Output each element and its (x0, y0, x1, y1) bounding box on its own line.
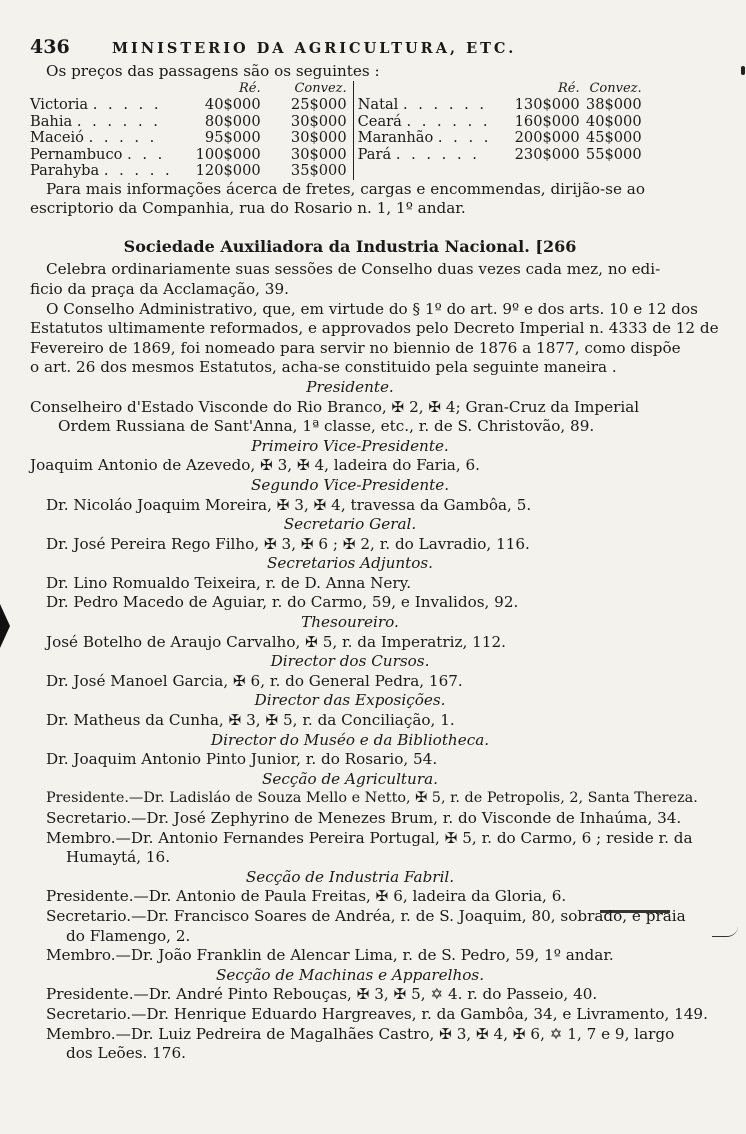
col-header-re: Ré. (239, 80, 261, 96)
machinas-heading: Secção de Machinas e Apparelhos. (215, 965, 485, 984)
fare-conves: 55$000 (585, 145, 642, 163)
page-header (30, 38, 670, 62)
col-header-conves-right: Convez. (589, 80, 642, 96)
fare-leader-dots: . . . . . . (402, 96, 488, 114)
machinas-line-3: Membro.—Dr. Luiz Pedreira de Magalhães Castro, ✠ 3, ✠ 4, ✠ 6, ✡ 1, 7 e 9, largo (46, 1024, 675, 1043)
fare-port (30, 97, 173, 114)
fare-leader-dots: . . . . . . (76, 112, 161, 130)
fare-row (30, 97, 642, 114)
fare-row (30, 114, 642, 131)
fare-conves: 38$000 (585, 96, 642, 114)
fare-port (30, 147, 173, 164)
fabril-line-3: do Flamengo, 2. (66, 926, 191, 945)
fares-intro: Os preços das passagens são os seguintes : (46, 62, 380, 80)
fare-port (30, 130, 173, 147)
para2-line-2: Estatutos ultimamente reformados, e approvados pelo Decreto Imperial n. 4333 de 12 de (30, 319, 719, 338)
fare-port-name: Parahyba (30, 162, 100, 180)
fare-port-name: Natal (357, 96, 399, 114)
agric-heading: Secção de Agricultura. (262, 769, 438, 788)
tesoureiro-name: José Botelho de Araujo Carvalho, ✠ 5, r. da Imperatriz, 112. (46, 632, 506, 651)
margin-dot-right (741, 66, 745, 75)
fare-leader-dots: . . . . . (103, 162, 173, 180)
fare-conves: 40$000 (585, 112, 642, 130)
fare-re: 95$000 (204, 129, 261, 147)
fare-port (353, 114, 508, 131)
machinas-line-1: Presidente.—Dr. André Pinto Rebouças, ✠ 3, ✠ 5, ✡ 4. r. do Passeio, 40. (46, 985, 598, 1004)
fabril-line-4: Membro.—Dr. João Franklin de Alencar Lima, r. de S. Pedro, 59, 1º andar. (46, 946, 614, 965)
fare-port (30, 163, 173, 180)
fare-conves: 30$000 (265, 147, 354, 164)
fares-note-1: Para mais informações ácerca de fretes, cargas e encommendas, dirijão-se ao (46, 179, 645, 198)
role-vp1: Primeiro Vice-Presidente. (251, 436, 449, 455)
machinas-line-4: dos Leões. 176. (66, 1044, 186, 1063)
running-title: MINISTERIO DA AGRICULTURA, ETC. (112, 40, 517, 57)
fare-re: 120$000 (195, 162, 261, 180)
fare-re: 40$000 (204, 96, 261, 114)
fare-port (353, 130, 508, 147)
fare-conves: 30$000 (265, 130, 354, 147)
fare-row (30, 147, 642, 164)
fare-leader-dots: . . . . (437, 129, 492, 147)
fare-re: 230$000 (514, 145, 580, 163)
role-sec-adj: Secretarios Adjuntos. (266, 554, 434, 573)
margin-mark-left (0, 604, 10, 648)
fare-leader-dots: . . . . . (88, 129, 158, 147)
agric-line-3: Membro.—Dr. Antonio Fernandes Pereira Portugal, ✠ 5, r. do Carmo, 6 ; reside r. da (46, 828, 693, 847)
fare-conves: 45$000 (585, 129, 642, 147)
para2-line-1: O Conselho Administrativo, que, em virtude do § 1º do art. 9º e dos arts. 10 e 12 dos (46, 299, 698, 318)
fare-re: 130$000 (514, 96, 580, 114)
fare-port-name: Maranhão (357, 129, 434, 147)
fares-note-2: escriptorio da Companhia, rua do Rosario n. 1, 1º andar. (30, 199, 466, 218)
role-dir-expo: Director das Exposições. (254, 691, 446, 710)
role-sec-geral: Secretario Geral. (283, 515, 417, 534)
fare-row (30, 163, 642, 180)
agric-line-2: Secretario.—Dr. José Zephyrino de Menezes Brum, r. do Visconde de Inhaúma, 34. (46, 809, 682, 827)
para1-line-1: Celebra ordinariamente suas sessões de Conselho duas vezes cada mez, no edi- (46, 260, 661, 279)
dir-expo-name: Dr. Matheus da Cunha, ✠ 3, ✠ 5, r. da Conciliação, 1. (46, 711, 455, 730)
agric-line-1: Presidente.—Dr. Ladisláo de Souza Mello e Netto, ✠ 5, r. de Petropolis, 2, Santa Thereza. (46, 790, 698, 807)
col-header-conves: Convez. (265, 81, 354, 98)
fare-re: 200$000 (514, 129, 580, 147)
fabril-heading: Secção de Industria Fabril. (245, 867, 455, 886)
role-vp2: Segundo Vice-Presidente. (250, 475, 450, 494)
role-dir-cursos: Director dos Cursos. (270, 652, 430, 671)
fare-leader-dots: . . . . . . (395, 145, 480, 163)
fare-port-name: Victoria (30, 96, 89, 114)
fabril-line-1: Presidente.—Dr. Antonio de Paula Freitas, ✠ 6, ladeira da Gloria, 6. (46, 887, 567, 906)
vp1-name: Joaquim Antonio de Azevedo, ✠ 3, ✠ 4, ladeira do Faria, 6. (30, 456, 481, 475)
fare-row (30, 130, 642, 147)
col-header-re-right: Ré. (558, 80, 580, 96)
vp2-name: Dr. Nicoláo Joaquim Moreira, ✠ 3, ✠ 4, travessa da Gambôa, 5. (46, 495, 532, 514)
fare-conves: 25$000 (265, 97, 354, 114)
dir-museu-name: Dr. Joaquim Antonio Pinto Junior, r. do Rosario, 54. (46, 750, 438, 769)
sec-adj-2: Dr. Pedro Macedo de Aguiar, r. do Carmo, 59, e Invalidos, 92. (46, 593, 519, 612)
fare-port-name: Maceió (30, 129, 84, 147)
para1-line-2: ficio da praça da Acclamação, 39. (30, 279, 289, 298)
role-dir-museu: Director do Muséo e da Bibliotheca. (210, 730, 490, 749)
presidente-line-2: Ordem Russiana de Sant'Anna, 1ª classe, etc., r. de S. Christovão, 89. (58, 417, 595, 436)
sec-adj-1: Dr. Lino Romualdo Teixeira, r. de D. Anna Nery. (46, 573, 412, 592)
fare-port-name: Pará (357, 145, 392, 163)
fare-re: 100$000 (195, 145, 261, 163)
presidente-line-1: Conselheiro d'Estado Visconde do Rio Branco, ✠ 2, ✠ 4; Gran-Cruz da Imperial (30, 397, 640, 416)
section-title: Sociedade Auxiliadora da Industria Nacional. [266 (123, 236, 577, 256)
fare-port-name: Pernambuco (30, 145, 123, 163)
fare-port-name: Ceará (357, 112, 402, 130)
fare-re: 80$000 (204, 112, 261, 130)
fare-leader-dots: . . . (127, 145, 166, 163)
sec-geral-name: Dr. José Pereira Rego Filho, ✠ 3, ✠ 6 ; ✠ 2, r. do Lavradio, 116. (46, 534, 530, 553)
machinas-line-2: Secretario.—Dr. Henrique Eduardo Hargreaves, r. da Gambôa, 34, e Livramento, 149. (46, 1004, 708, 1023)
margin-curve (712, 926, 738, 937)
para2-line-3: Fevereiro de 1869, foi nomeado para servir no biennio de 1876 a 1877, como dispõe (30, 338, 681, 357)
fare-port (30, 114, 173, 131)
para2-line-4: o art. 26 dos mesmos Estatutos, acha-se constituido pela seguinte maneira . (30, 358, 617, 377)
document-page (30, 36, 719, 1064)
fare-re: 160$000 (514, 112, 580, 130)
role-presidente: Presidente. (306, 377, 394, 396)
fare-leader-dots: . . . . . (92, 96, 162, 114)
fare-port (353, 97, 508, 114)
page-number: 436 (30, 36, 70, 58)
fare-port-name: Bahia (30, 112, 73, 130)
fare-port (353, 147, 508, 164)
fare-conves: 30$000 (265, 114, 354, 131)
fare-conves: 35$000 (265, 163, 354, 180)
role-tesoureiro: Thesoureiro. (301, 613, 399, 632)
fabril-line-2: Secretario.—Dr. Francisco Soares de Andréa, r. de S. Joaquim, 80, sobrado, e praia (46, 906, 686, 925)
fares-table (30, 81, 670, 180)
fare-leader-dots: . . . . . . (406, 112, 491, 130)
dir-cursos-name: Dr. José Manoel Garcia, ✠ 6, r. do General Pedra, 167. (46, 671, 463, 690)
agric-line-4: Humaytá, 16. (66, 848, 171, 867)
